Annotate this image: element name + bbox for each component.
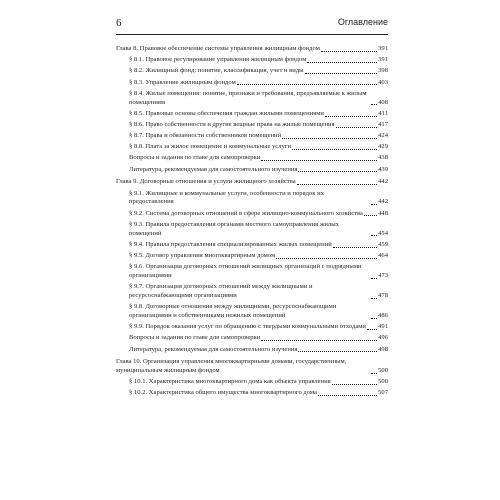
section-entry-page: 478 (378, 291, 388, 299)
section-entry-title: § 9.8. Договорные отношения между жилищными, ресурсоснабжающими организациями и собственниками нежилых помещений (129, 303, 337, 319)
dot-leader (325, 116, 377, 117)
dot-leader (276, 258, 377, 259)
section-entry-page: 507 (378, 389, 388, 397)
running-title: Оглавление (337, 17, 388, 27)
dot-leader (336, 127, 378, 128)
section-entry-title: § 8.1. Правовое регулирование управления жилищным фондом (129, 56, 307, 64)
section-entry-title: § 8.2. Жилищный фонд: понятие, классификация, учет и виды (129, 67, 304, 75)
dot-leader (371, 318, 377, 319)
section-entry-page: 500 (378, 378, 388, 386)
chapter-block (116, 358, 388, 398)
section-entry (116, 67, 388, 76)
chapter-block (116, 178, 388, 354)
section-entry-title: § 9.7. Организация договорных отношений между жилищными и ресурсоснабжающими организациями (129, 283, 313, 299)
section-entry-page: 498 (378, 345, 388, 353)
section-entry-title: § 9.3. Правила предоставления органами местного самоуправления жилых помещений (129, 220, 339, 237)
section-entry (116, 221, 388, 239)
section-entry-title: Литература, рекомендуемая для самостоятельного изучения (129, 345, 298, 353)
section-entry-title: § 8.8. Плата за жилое помещение и коммунальные услуги (129, 143, 292, 151)
section-entry-page: 417 (378, 120, 388, 128)
dot-leader (364, 215, 377, 216)
dot-leader (332, 384, 377, 385)
dot-leader (305, 73, 378, 74)
section-entry (116, 143, 388, 152)
dot-leader (237, 84, 377, 85)
section-entry-page: 448 (378, 209, 388, 217)
section-entry-title: § 9.9. Порядок оказания услуг по обращению с твердыми коммунальными отходами (129, 323, 366, 331)
section-entry (116, 389, 388, 398)
dot-leader (261, 160, 377, 161)
section-entry-title: § 9.5. Договор управления многоквартирным домом (129, 252, 276, 259)
chapter-block (116, 45, 388, 174)
chapter-entry-page: 442 (378, 178, 388, 186)
section-entry (116, 90, 388, 108)
section-entry (116, 154, 388, 163)
section-entry-title: § 9.6. Организация договорных отношений жилищных организаций с подрядными организациями (129, 263, 362, 279)
dot-leader (367, 329, 377, 330)
section-entry (116, 121, 388, 130)
chapter-entry-page: 391 (378, 45, 388, 52)
chapter-entry-title: Глава 10. Организация управления многоквартирными домами, государственным, муниципальным жилищным фондом (116, 358, 347, 375)
section-entry (116, 79, 388, 88)
section-entry-title: § 10.2. Характеристика общего имущества многоквартирного дома (129, 389, 317, 397)
section-entry-page: 491 (378, 323, 388, 331)
section-entry-title: § 9.1. Жилищные и коммунальные услуги, особенности и порядок их предоставления (129, 189, 324, 206)
section-entry-title: § 9.4. Правила предоставления специализированных жилых помещений (129, 240, 332, 248)
dot-leader (371, 235, 377, 236)
section-entry-title: § 10.1. Характеристика многоквартирного дома как объекта управления (129, 378, 331, 386)
section-entry-page: 473 (378, 271, 388, 279)
section-entry (116, 210, 388, 219)
section-entry-page: 439 (378, 165, 388, 173)
table-of-contents (116, 45, 388, 402)
section-entry-page: 411 (378, 109, 388, 117)
dot-leader (371, 278, 377, 279)
dot-leader (298, 351, 377, 352)
dot-leader (282, 138, 377, 139)
section-entry-page: 429 (378, 143, 388, 151)
section-entry-title: Вопросы и задания по главе для самопроверки (129, 154, 261, 162)
section-entry (116, 241, 388, 250)
section-entry-title: § 8.7. Права и обязанности собственников помещений (129, 132, 282, 140)
section-entry-page: 424 (378, 132, 388, 140)
section-entry (116, 346, 388, 355)
section-entry (116, 303, 388, 321)
section-entry-title: § 8.4. Жилые помещения: понятие, признаки и требования, предъявляемые к жилым помещениям (129, 89, 367, 106)
section-entry-title: § 8.5. Правовые основы обеспечения граждан жилыми помещениями (129, 109, 324, 117)
section-entry-page: 442 (378, 198, 388, 206)
section-entry-page: 496 (378, 334, 388, 342)
section-entry-page: 454 (378, 229, 388, 237)
chapter-entry-title: Глава 9. Договорные отношения и услуги жилищного хозяйства (116, 178, 296, 186)
dot-leader (307, 62, 377, 63)
section-entry (116, 263, 388, 281)
dot-leader (261, 340, 377, 341)
section-entry (116, 166, 388, 175)
chapter-entry-page: 500 (378, 367, 388, 375)
header-rule (116, 34, 388, 35)
dot-leader (297, 184, 377, 185)
chapter-entry (116, 178, 388, 187)
dot-leader (292, 149, 377, 150)
section-entry (116, 334, 388, 343)
dot-leader (371, 104, 377, 105)
dot-leader (333, 247, 377, 248)
section-entry-title: Вопросы и задания по главе для самопроверки (129, 334, 261, 342)
dot-leader (321, 51, 377, 52)
dot-leader (371, 298, 377, 299)
section-entry (116, 190, 388, 208)
section-entry-title: Литература, рекомендуемая для самостоятельного изучения (129, 165, 298, 173)
section-entry (116, 283, 388, 301)
section-entry-page: 398 (378, 67, 388, 75)
section-entry-title: § 8.6. Право собственности и другие вещные права на жилые помещения (129, 120, 335, 128)
section-entry (116, 252, 388, 261)
section-entry-page: 403 (378, 78, 388, 86)
section-entry-page: 391 (378, 56, 388, 64)
section-entry-page: 438 (378, 154, 388, 162)
dot-leader (371, 373, 377, 374)
section-entry-page: 459 (378, 240, 388, 248)
chapter-entry (116, 45, 388, 54)
dot-leader (318, 395, 377, 396)
section-entry-page: 464 (378, 252, 388, 259)
section-entry (116, 56, 388, 65)
section-entry-page: 486 (378, 311, 388, 319)
chapter-entry-title: Глава 8. Правовое обеспечение системы управления жилищным фондом (116, 45, 320, 52)
page-number: 6 (116, 17, 122, 29)
section-entry-title: § 9.2. Система договорных отношений в сфере жилищно-коммунального хозяйства (129, 209, 363, 217)
dot-leader (371, 204, 377, 205)
section-entry (116, 132, 388, 141)
chapter-entry (116, 358, 388, 376)
section-entry-title: § 8.3. Управление жилищным фондом (129, 78, 236, 86)
section-entry (116, 110, 388, 119)
dot-leader (298, 171, 377, 172)
section-entry-page: 408 (378, 98, 388, 106)
section-entry (116, 378, 388, 387)
section-entry (116, 323, 388, 332)
